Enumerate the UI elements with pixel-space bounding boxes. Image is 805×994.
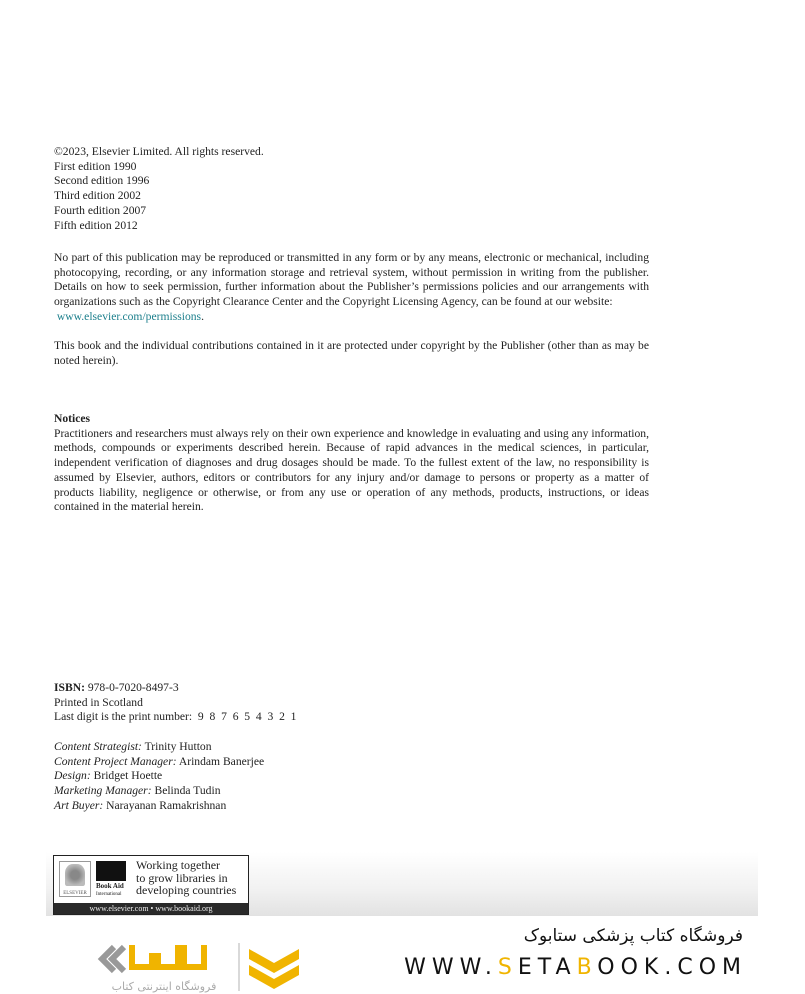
edition-line: Third edition 2002	[54, 189, 141, 203]
edition-line: First edition 1990	[54, 159, 137, 173]
setabook-watermark	[0, 925, 805, 994]
credits-block	[54, 740, 649, 814]
logo-subtitle: فروشگاه اینترنتی کتاب	[111, 980, 217, 993]
printed-in: Printed in Scotland	[54, 695, 143, 709]
protection-paragraph: This book and the individual contributions contained in it are protected under copyright by the Publisher (other than as may be noted herein).	[54, 339, 649, 367]
credit-line	[54, 769, 649, 784]
credit-line	[54, 740, 649, 755]
bookaid-footer: www.elsevier.com • www.bookaid.org	[54, 903, 248, 914]
url-part: S	[497, 955, 518, 980]
credit-line	[54, 755, 649, 770]
book-aid-label: Book Aid	[96, 882, 124, 890]
credit-name: Trinity Hutton	[141, 740, 212, 753]
credit-name: Bridget Hoette	[90, 769, 163, 783]
copyright-line: ©2023, Elsevier Limited. All rights reserved.	[54, 145, 264, 158]
permissions-link[interactable]: www.elsevier.com/permissions	[56, 309, 202, 323]
setabook-logo	[84, 935, 324, 993]
credit-role: Content Project Manager:	[54, 754, 177, 768]
edition-line: Fourth edition 2007	[54, 203, 147, 217]
credit-name: Narayanan Ramakrishnan	[103, 798, 227, 812]
url-part: OOK.COM	[597, 955, 747, 980]
bookaid-slogan	[136, 859, 236, 897]
link-suffix: .	[201, 309, 204, 323]
notices-heading: Notices	[54, 412, 91, 425]
credit-role: Design:	[54, 769, 91, 783]
slogan-line: developing countries	[136, 883, 237, 897]
book-aid-logo	[96, 861, 129, 898]
book-aid-badge	[53, 855, 249, 915]
isbn-label: ISBN:	[54, 681, 85, 694]
edition-line: Fifth edition 2012	[54, 218, 138, 232]
notices-text: Practitioners and researchers must always rely on their own experience and knowledge in evaluating and using any information, methods, compounds or experiments described herein. Because of rapid advances in the medical sciences, in particular, independent verification of diagnoses and drug dosages should be made. To the fullest extent of the law, no responsibility is assumed by Elsevier, authors, editors or contributors for any injury and/or damage to persons or property as a matter of products liability, negligence or otherwise, or from any use or operation of any methods, products, instructions, or ideas contained in the material herein.	[54, 426, 649, 514]
credit-role: Marketing Manager:	[54, 784, 152, 798]
setabook-url	[404, 955, 747, 980]
print-number: Last digit is the print number: 9 8 7 6 5 4 3 2 1	[54, 710, 297, 724]
isbn-value: 978-0-7020-8497-3	[84, 681, 179, 694]
copyright-block	[54, 145, 649, 233]
credit-line	[54, 784, 649, 799]
international-label: International	[96, 892, 122, 897]
permissions-text: No part of this publication may be reproduced or transmitted in any form or by any means, electronic or mechanical, including photocopying, recording, or any information storage and retrieval system, without permission in writing from the publisher. Details on how to seek permission, further information about the Publisher’s permissions policies and our arrangements with organizations such as the Copyright Clearance Center and the Copyright Licensing Agency, can be found at our website:	[54, 251, 649, 309]
credit-role: Art Buyer:	[54, 798, 104, 812]
elsevier-label: ELSEVIER	[63, 891, 87, 896]
url-part: ETA	[517, 955, 577, 980]
credit-line	[54, 799, 649, 814]
elsevier-tree-logo	[59, 861, 91, 897]
persian-title: فروشگاه کتاب پزشکی ستابوک	[523, 926, 743, 946]
url-part: WWW.	[404, 955, 498, 980]
credit-name: Belinda Tudin	[151, 784, 221, 798]
notices-section	[54, 412, 649, 515]
edition-line: Second edition 1996	[54, 174, 150, 188]
isbn-block	[54, 681, 649, 725]
credit-name: Arindam Banerjee	[176, 754, 265, 768]
credit-role: Content Strategist:	[54, 740, 142, 753]
slogan-line: to grow libraries in	[136, 870, 228, 885]
permissions-paragraph	[54, 251, 649, 325]
url-part: B	[576, 955, 598, 980]
slogan-line: Working together	[136, 858, 221, 872]
